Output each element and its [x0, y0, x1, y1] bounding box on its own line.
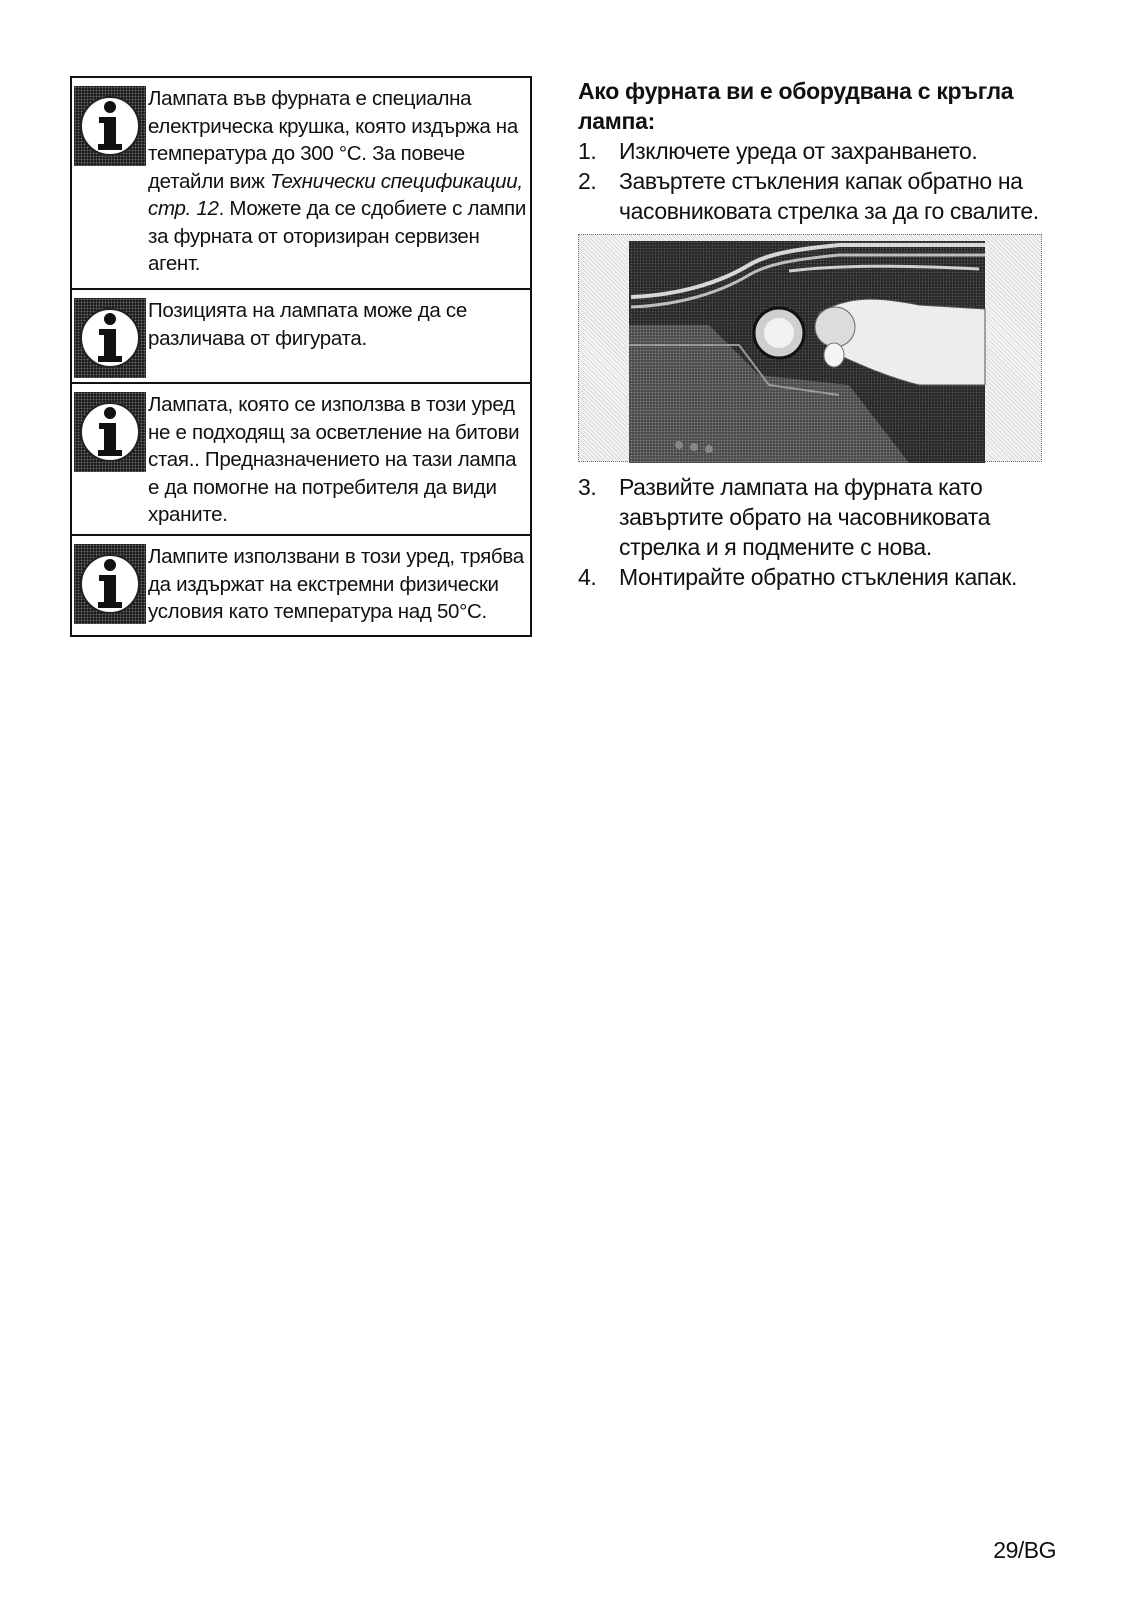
info-icon [74, 544, 146, 624]
info-note-lamp-purpose [72, 384, 530, 536]
step-item [578, 166, 1058, 226]
step-item [578, 562, 1058, 592]
info-note-lamp-conditions [72, 536, 530, 635]
steps-list-bottom [578, 472, 1058, 592]
step-number: 2. [578, 168, 597, 194]
section-heading: Ако фурната ви е оборудвана с кръгла лампа: [578, 78, 1014, 134]
info-note-text: Лампата във фурната е специална електрическа крушка, която издържа на температура до 300 °C. За повече детайли виж Технически спецификации, стр. 12. Можете да се сдобиете с лампи за фурната от оторизиран сервизен агент. [148, 87, 526, 275]
info-notes-table [70, 76, 532, 637]
info-icon [74, 298, 146, 378]
step-text: Изключете уреда от захранването. [619, 138, 978, 164]
info-icon [74, 392, 146, 472]
info-note-lamp-position [72, 290, 530, 384]
steps-list-top [578, 136, 1058, 226]
step-number: 1. [578, 138, 597, 164]
info-note-text: Позицията на лампата може да се различава от фигурата. [148, 299, 467, 350]
info-icon [74, 86, 146, 166]
step-item [578, 472, 1058, 562]
step-text: Завъртете стъкления капак обратно на часовниковата стрелка за да го свалите. [619, 168, 1039, 224]
step-text: Развийте лампата на фурната като завъртите обрато на часовниковата стрелка и я подмените с нова. [619, 474, 990, 560]
step-text: Монтирайте обратно стъкления капак. [619, 564, 1018, 590]
step-number: 4. [578, 564, 597, 590]
step-number: 3. [578, 474, 597, 500]
spec-reference: Технически спецификации, стр. 12 [148, 169, 523, 220]
info-note-lamp-spec [72, 78, 530, 290]
lamp-replacement-instructions [578, 76, 1058, 592]
page-number: 29/BG [993, 1537, 1056, 1563]
oven-lamp-photo [578, 234, 1042, 462]
info-note-text: Лампата, която се използва в този уред не е подходящ за осветление на битови стая.. Предназначението на тази лампа е да помогне на потребителя да види храните. [148, 393, 520, 526]
step-item [578, 136, 1058, 166]
info-note-text: Лампите използвани в този уред, трябва да издържат на екстремни физически условия като температура над 50°C. [148, 545, 524, 623]
